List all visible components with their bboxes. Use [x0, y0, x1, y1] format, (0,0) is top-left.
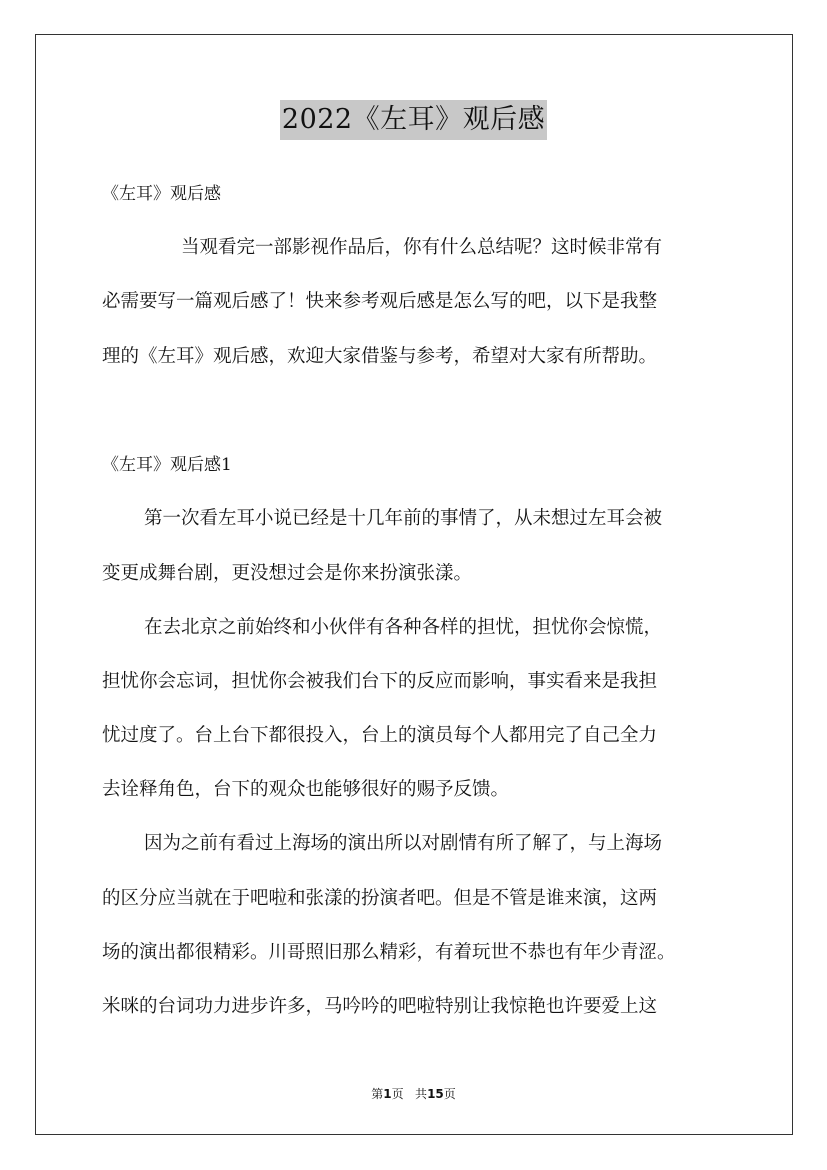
intro-line-1: 当观看完一部影视作品后，你有什么总结呢？这时候非常有	[181, 237, 663, 258]
para3-line-2: 的区分应当就在于吧啦和张漾的扮演者吧。但是不管是谁来演，这两	[102, 888, 658, 909]
para2-line-2: 担忧你会忘词，担忧你会被我们台下的反应而影响，事实看来是我担	[102, 671, 658, 692]
title-container	[0, 100, 827, 140]
footer-page-suffix: 页	[391, 1087, 404, 1101]
footer-page-number: 1	[383, 1087, 392, 1101]
para3-line-4: 米咪的台词功力进步许多，马吟吟的吧啦特别让我惊艳也许要爱上这	[102, 996, 658, 1017]
intro-line-2: 必需要写一篇观后感了！快来参考观后感是怎么写的吧，以下是我整	[102, 291, 658, 312]
footer-total-prefix: 共	[415, 1087, 428, 1101]
footer-prefix: 第	[371, 1087, 384, 1101]
section-heading: 《左耳》观后感1	[102, 455, 232, 475]
footer-total-suffix: 页	[443, 1087, 456, 1101]
para2-line-3: 忧过度了。台上台下都很投入，台上的演员每个人都用完了自己全力	[102, 725, 658, 746]
intro-line-3: 理的《左耳》观后感，欢迎大家借鉴与参考，希望对大家有所帮助。	[102, 346, 658, 367]
para1-line-1: 第一次看左耳小说已经是十几年前的事情了，从未想过左耳会被	[144, 508, 663, 529]
intro-heading: 《左耳》观后感	[102, 184, 221, 204]
para2-line-4: 去诠释角色，台下的观众也能够很好的赐予反馈。	[102, 779, 510, 800]
para1-line-2: 变更成舞台剧，更没想过会是你来扮演张漾。	[102, 563, 473, 584]
para2-line-1: 在去北京之前始终和小伙伴有各种各样的担忧，担忧你会惊慌，	[144, 617, 663, 638]
document-title: 2022《左耳》观后感	[280, 100, 547, 140]
page-footer	[0, 1085, 827, 1102]
para3-line-1: 因为之前有看过上海场的演出所以对剧情有所了解了，与上海场	[144, 833, 663, 854]
footer-total-pages: 15	[427, 1087, 444, 1101]
para3-line-3: 场的演出都很精彩。川哥照旧那么精彩，有着玩世不恭也有年少青涩。	[102, 942, 676, 963]
